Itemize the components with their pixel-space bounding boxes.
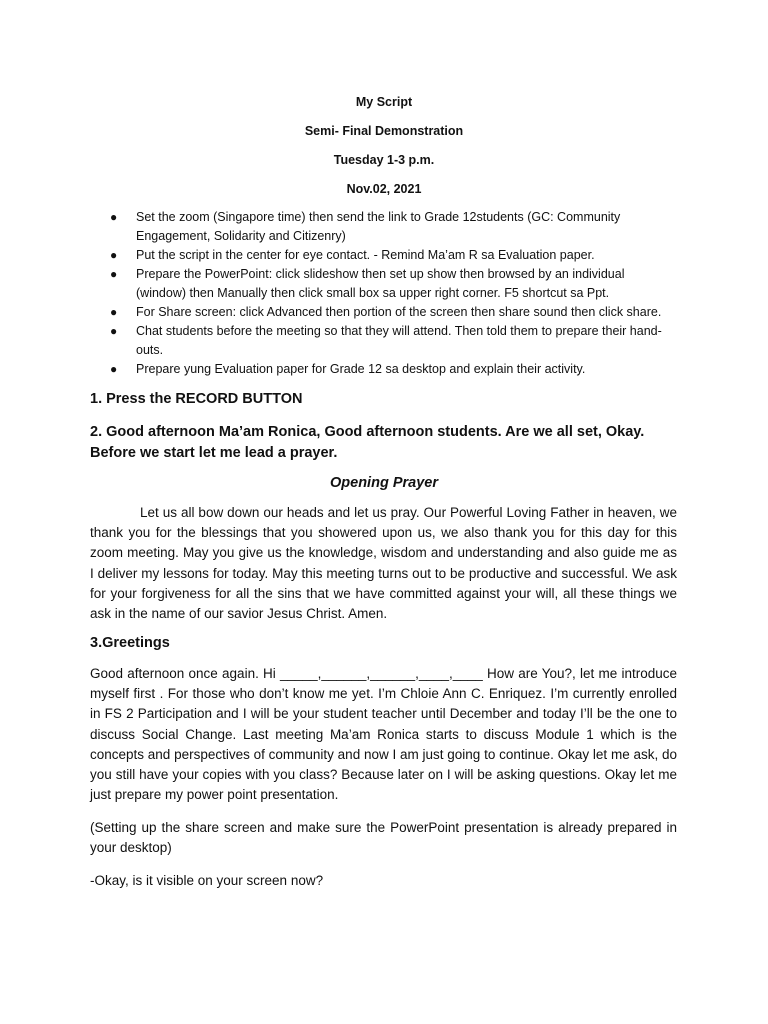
- checklist-item: ● Chat students before the meeting so that they will attend. Then told them to prepare their hand-outs.: [110, 324, 662, 357]
- bullet-icon: ●: [110, 248, 118, 262]
- stage-direction-note: (Setting up the share screen and make sure the PowerPoint presentation is already prepared in your desktop): [90, 820, 677, 856]
- greetings-heading: 3.Greetings: [90, 635, 170, 651]
- step-greeting-heading: 2. Good afternoon Ma’am Ronica, Good afternoon students. Are we all set, Okay. Before we start let me lead a prayer.: [90, 424, 645, 461]
- schedule-day-time: Tuesday 1-3 p.m.: [333, 153, 435, 167]
- step-record-heading: 1. Press the RECORD BUTTON: [90, 391, 303, 407]
- screen-check-question: -Okay, is it visible on your screen now?: [90, 873, 324, 888]
- greeting-paragraph: Good afternoon once again. Hi _____,______,______,____,____ How are You?, let me introduce myself first . For those who don’t know me yet. I’m Chloie Ann C. Enriquez. I’m currently enrolled in FS 2 Participation and I will be your student teacher until December and today I’ll be the one to discuss Social Change. Last meeting Ma’am Ronica starts to discuss Module 1 which is the concepts and perspectives of community and now I am just going to continue. Okay let me ask, do you still have your copies with you class? Because later on I will be asking questions. Okay let me just prepare my power point presentation.: [90, 666, 677, 803]
- checklist-item: ● Prepare the PowerPoint: click slideshow then set up show then browsed by an individual (window) then Manually then click small box sa upper right corner. F5 shortcut sa Ppt.: [110, 267, 625, 300]
- prayer-paragraph: Let us all bow down our heads and let us pray. Our Powerful Loving Father in heaven, we thank you for the blessings that you showered upon us, we also thank you for this day for this zoom meeting. May you give us the knowledge, wisdom and understanding and also guide me as I deliver my lessons for today. May this meeting turns out to be productive and successful. We ask for your forgiveness for all the sins that we have committed against your will, all these things we ask in the name of our savior Jesus Christ. Amen.: [90, 505, 677, 622]
- schedule-date: Nov.02, 2021: [346, 182, 422, 196]
- document-title: My Script: [355, 95, 413, 109]
- checklist-item: ● For Share screen: click Advanced then portion of the screen then share sound then click share.: [108, 303, 668, 322]
- document-subtitle: Semi- Final Demonstration: [304, 124, 464, 138]
- bullet-icon: ●: [110, 210, 118, 224]
- bullet-icon: ●: [110, 324, 118, 338]
- checklist-item: ● Prepare yung Evaluation paper for Grade 12 sa desktop and explain their activity.: [108, 360, 668, 379]
- checklist-item: ● Set the zoom (Singapore time) then send the link to Grade 12students (GC: Community Engagement, Solidarity and Citizenry): [110, 210, 621, 243]
- bullet-icon: ●: [110, 305, 118, 319]
- bullet-icon: ●: [110, 362, 118, 376]
- opening-prayer-title: Opening Prayer: [330, 475, 438, 491]
- bullet-icon: ●: [110, 267, 118, 281]
- checklist: [108, 208, 668, 379]
- checklist-item: ● Put the script in the center for eye contact. - Remind Ma’am R sa Evaluation paper.: [108, 246, 668, 265]
